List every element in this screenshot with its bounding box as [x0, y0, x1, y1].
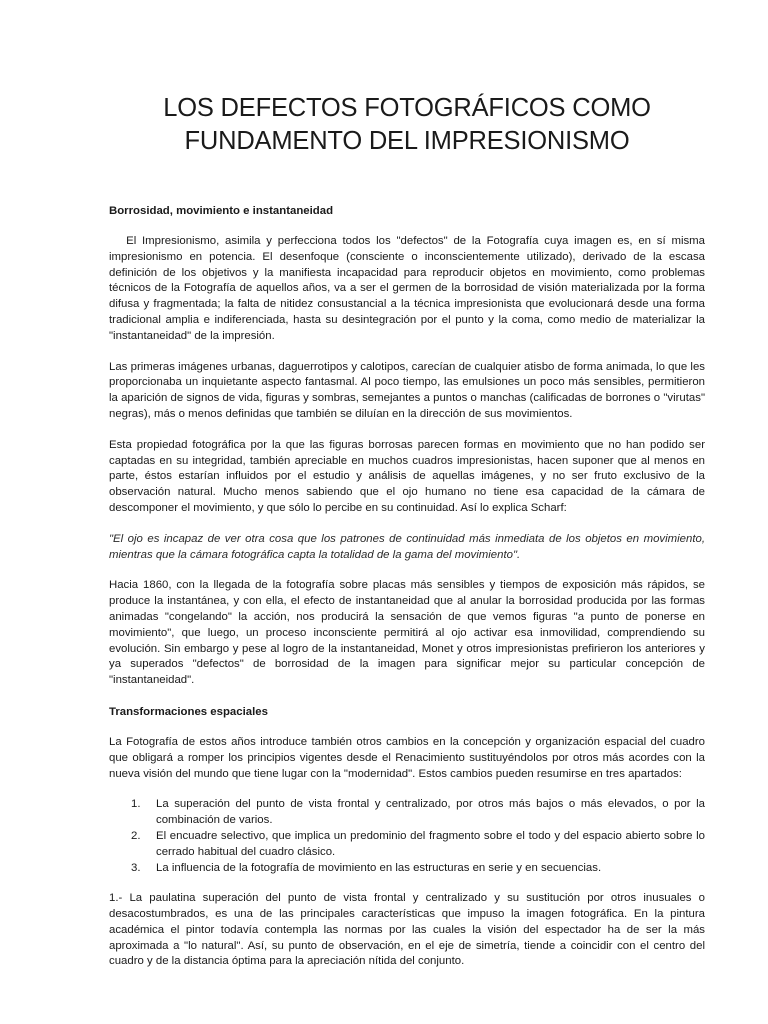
numbered-list	[109, 797, 705, 876]
title-line-1: LOS DEFECTOS FOTOGRÁFICOS COMO	[163, 94, 651, 122]
paragraph-impresionismo: El Impresionismo, asimila y perfecciona todos los "defectos" de la Fotografía cuya imagen es, en sí misma impresionismo en potencia. El desenfoque (consciente o inconscientemente utilizado), derivado de la escasa definición de los objetivos y la manifiesta incapacidad para reproducir objetos en movimiento, como problemas técnicos de la Fotografía de aquellos años, va a ser el germen de la borrosidad de visión materializada por la forma difusa y fragmentada; la falta de nitidez consustancial a la técnica impresionista que evolucionará desde una forma tradicional amplia e indiferenciada, hasta su desintegración por el punto y la coma, como medio de materializar la "instantaneidad" de la impresión.	[109, 235, 705, 342]
paragraph-primeras-imagenes: Las primeras imágenes urbanas, daguerrotipos y calotipos, carecían de cualquier atisbo de forma animada, lo que les proporcionaba un inquietante aspecto fantasmal. Al poco tiempo, las emulsiones un poco más sensibles, permitieron la aparición de signos de vida, figuras y sombras, semejantes a puntos o manchas (calificadas de borrones o "virutas" negras), más o menos definidas que también se diluían en la dirección de sus movimientos.	[109, 360, 705, 420]
list-item-text: El encuadre selectivo, que implica un predominio del fragmento sobre el todo y del espacio abierto sobre lo cerrado habitual del cuadro clásico.	[156, 829, 705, 858]
list-item	[131, 797, 705, 829]
document-page	[109, 92, 705, 1024]
title-line-2: FUNDAMENTO DEL IMPRESIONISMO	[184, 127, 630, 155]
list-item-number: 2.	[131, 829, 141, 842]
paragraph-hacia-1860: Hacia 1860, con la llegada de la fotografía sobre placas más sensibles y tiempos de exposición más rápidos, se produce la instantánea, y con ella, el efecto de instantaneidad que al anular la borrosidad producida por las formas animadas "congelando" la acción, nos producirá la sensación de que vemos figuras "a punto de ponerse en movimiento", que luego, un proceso inconsciente permitirá al ojo activar esa inmovilidad, comprendiendo su evolución. Sin embargo y pese al logro de la instantaneidad, Monet y otros impresionistas prefirieron los anteriores y ya superados "defectos" de borrosidad de la imagen para significar mejor su particular concepción de "instantaneidad".	[109, 579, 705, 687]
list-item-text: La superación del punto de vista frontal y centralizado, por otros más bajos o más elevados, o por la combinación de varios.	[156, 798, 705, 827]
list-item	[131, 861, 705, 877]
list-item-text: La influencia de la fotografía de movimiento en las estructuras en serie y en secuencias.	[156, 861, 602, 874]
list-item-number: 1.	[131, 798, 141, 811]
list-item-number: 3.	[131, 861, 141, 874]
section-heading-borrosidad: Borrosidad, movimiento e instantaneidad	[109, 205, 334, 217]
section-heading-transformaciones: Transformaciones espaciales	[109, 705, 268, 718]
paragraph-propiedad-fotografica: Esta propiedad fotográfica por la que las figuras borrosas parecen formas en movimiento que no han podido ser captadas en su integridad, también apreciable en muchos cuadros impresionistas, hacen suponer que al menos en parte, éstos estarían influidos por el estudio y análisis de aquellas imágenes, y no ser fruto exclusivo de la observación natural. Mucho menos sabiendo que el ojo humano no tiene esa capacidad de la cámara de descomponer el movimiento, y que sólo lo percibe en su continuidad. Así lo explica Scharf:	[109, 438, 705, 514]
document-title	[109, 92, 705, 158]
paragraph-paulatina-superacion: 1.- La paulatina superación del punto de vista frontal y centralizado y su sustitución por otros inusuales o desacostumbrados, es una de las principales características que impuso la imagen fotográfica. En la pintura académica el pintor todavía contempla las normas por las cuales la visión del espectador ha de ser la más aproximada a "lo natural". Así, su punto de observación, en el eje de simetría, tiende a coincidir con el centro del cuadro y de la distancia óptima para la apreciación nítida del conjunto.	[109, 892, 705, 968]
paragraph-fotografia-cambios: La Fotografía de estos años introduce también otros cambios en la concepción y organización espacial del cuadro que obligará a romper los principios vigentes desde el Renacimiento sustituyéndolos por otros más acordes con la nueva visión del mundo que tiene lugar con la "modernidad". Estos cambios pueden resumirse en tres apartados:	[109, 735, 705, 780]
quote-scharf: "El ojo es incapaz de ver otra cosa que los patrones de continuidad más inmediata de los objetos en movimiento, mientras que la cámara fotográfica capta la totalidad de la gama del movimiento".	[109, 532, 705, 561]
list-item	[131, 829, 705, 861]
